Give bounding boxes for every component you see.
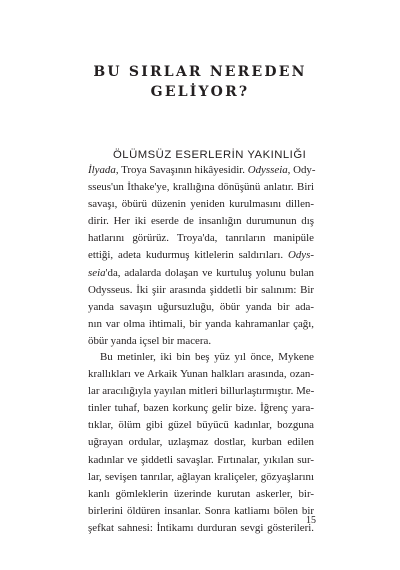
text-line: şefkat sahnesi: İntikamı durduran sevgi gösterileri. [88, 521, 314, 534]
text-line: yanda savaşın uğursuzluğu, öbür yanda bir ada- [88, 300, 314, 313]
text-line: dirir. Her iki eserde de insanlığın durumunun dış [88, 215, 314, 228]
text-line: kadınlar ve şiddetli savaşlar. Fırtınalar, yıkılan sur- [88, 453, 314, 466]
paragraph-2 [88, 349, 314, 537]
book-title-ilyada: İlyada [88, 164, 116, 176]
text-line: krallıkları ve Arkaik Yunan halkları arasında, ozan- [88, 368, 314, 381]
text-fragment: 'da, adalarda dolaşan ve kurtuluş yolunu bulan [105, 266, 314, 279]
text-fragment: ettiği, adeta kudurmuş kitlelerin saldırıları. [88, 249, 288, 262]
text-line: kanlı gömleklerin üzerinde kurutan askerler, bir- [88, 487, 314, 500]
text-line: tıklar, ölüm gibi güzel büyücü kadınlar, bozguna [88, 419, 314, 432]
chapter-title [0, 62, 400, 102]
text-line [88, 247, 314, 264]
text-line: lar, sevişen tanrılar, ağlayan kraliçeler, gözyaşlarını [88, 470, 314, 483]
text-line: nın var olma ihtimali, bir yanda kahramanlar çağı, [88, 317, 314, 330]
text-line: uğrayan ordular, uzlaşmaz dostlar, kurban edilen [88, 436, 314, 449]
text-line: Bu metinler, iki bin beş yüz yıl önce, Mykene [100, 351, 314, 363]
text-line: lar aracılığıyla yayılan mitleri billurlaştırmıştır. Me- [88, 385, 315, 398]
page-number: 15 [306, 515, 316, 526]
text-line: öbür yanda içsel bir macera. [88, 334, 212, 347]
book-title-odysseia: Odys- [287, 249, 314, 262]
text-line: savaşı, öbürü düzenin yeniden kurulmasını dillen- [88, 198, 314, 211]
paragraph-1 [88, 162, 314, 350]
section-heading: ÖLÜMSÜZ ESERLERİN YAKINLIĞI [113, 149, 307, 161]
chapter-title-line-1: BU SIRLAR NEREDEN [93, 64, 307, 80]
text-line: tinler tuhaf, bazen korkunç gelir bize. İğrenç yara- [88, 402, 314, 415]
text-line: sseus'un İthake'ye, krallığına dönüşünü anlatır. Biri [88, 181, 314, 194]
text-line [88, 162, 314, 179]
book-title-odysseia: seia [88, 266, 106, 279]
text-line [88, 265, 314, 282]
chapter-title-line-2: GELİYOR? [150, 84, 250, 100]
text-line: birlerini öldüren insanlar. Sonra katliamı bölen bir [88, 504, 314, 517]
book-title-odysseia: Odysseia [247, 164, 288, 176]
text-fragment: , Troya Savaşının hikâyesidir. [115, 164, 248, 176]
text-fragment: , Ody- [287, 164, 316, 176]
text-line: Odysseus. İki şiir arasında şiddetli bir salınım: Bir [88, 283, 314, 296]
text-line: hatlarını görürüz. Troya'da, tanrıların manipüle [88, 232, 314, 245]
